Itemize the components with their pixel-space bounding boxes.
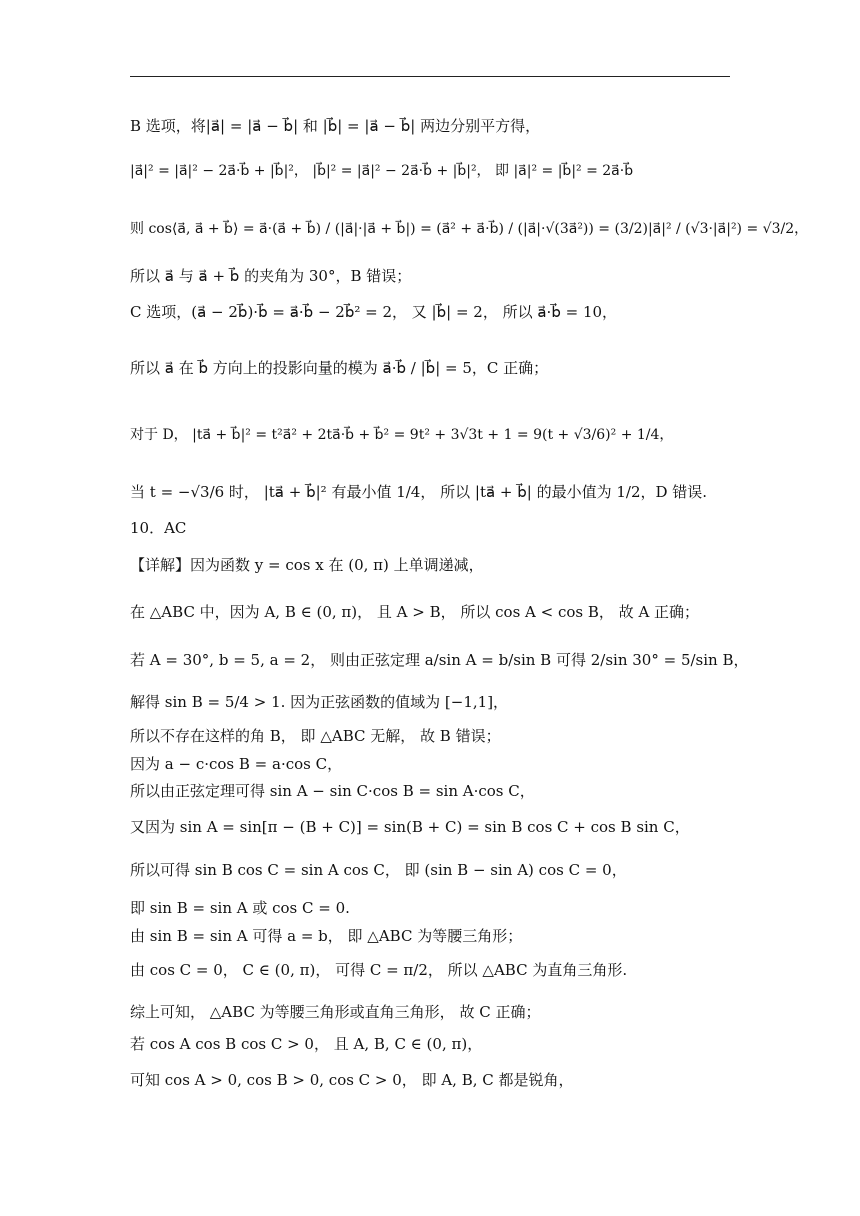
text-line-21: 由 cos C = 0， C ∈ (0, π)， 可得 C = π/2， 所以 △ABC 为直角三角形. — [130, 961, 628, 979]
text-line-8: 当 t = −√3/6 时， |ta⃗ + b⃗|² 有最小值 1/4， 所以 |ta⃗ + b⃗| 的最小值为 1/2，D 错误. — [130, 483, 708, 501]
text-line-3: 则 cos⟨a⃗, a⃗ + b⃗⟩ = a⃗·(a⃗ + b⃗) / (|a⃗|·|a⃗ + b⃗|) = (a⃗² + a⃗·b⃗) / (|a⃗|·√(3a⃗²)) = (3/2)|a⃗|² / (√3·|a⃗|²) = √3/2， — [130, 221, 809, 237]
text-line-16: 所以由正弦定理可得 sin A − sin C·cos B = sin A·cos C， — [130, 782, 535, 800]
text-line-19: 即 sin B = sin A 或 cos C = 0. — [130, 899, 350, 917]
text-line-11: 在 △ABC 中，因为 A, B ∈ (0, π)， 且 A > B， 所以 cos A < cos B， 故 A 正确； — [130, 603, 700, 621]
text-line-20: 由 sin B = sin A 可得 a = b， 即 △ABC 为等腰三角形； — [130, 927, 523, 945]
text-line-15: 因为 a − c·cos B = a·cos C， — [130, 755, 343, 773]
text-line-17: 又因为 sin A = sin[π − (B + C)] = sin(B + C) = sin B cos C + cos B sin C， — [130, 818, 690, 836]
text-line-1: B 选项，将|a⃗| = |a⃗ − b⃗| 和 |b⃗| = |a⃗ − b⃗| 两边分别平方得， — [130, 117, 541, 135]
text-line-4: 所以 a⃗ 与 a⃗ + b⃗ 的夹角为 30°，B 错误； — [130, 267, 412, 285]
text-line-7: 对于 D， |ta⃗ + b⃗|² = t²a⃗² + 2ta⃗·b⃗ + b⃗² = 9t² + 3√3t + 1 = 9(t + √3/6)² + 1/4， — [130, 427, 674, 443]
text-line-13: 解得 sin B = 5/4 > 1. 因为正弦函数的值域为 [−1,1]， — [130, 693, 509, 711]
text-line-12: 若 A = 30°, b = 5, a = 2， 则由正弦定理 a/sin A = b/sin B 可得 2/sin 30° = 5/sin B， — [130, 651, 749, 669]
text-line-6: 所以 a⃗ 在 b⃗ 方向上的投影向量的模为 a⃗·b⃗ / |b⃗| = 5，C 正确； — [130, 359, 549, 377]
text-line-2: |a⃗|² = |a⃗|² − 2a⃗·b⃗ + |b⃗|²， |b⃗|² = |a⃗|² − 2a⃗·b⃗ + |b⃗|²， 即 |a⃗|² = |b⃗|² = 2a⃗·b⃗ — [130, 163, 634, 179]
text-line-10: 【详解】因为函数 y = cos x 在 (0, π) 上单调递减， — [130, 556, 484, 574]
text-line-23: 若 cos A cos B cos C > 0， 且 A, B, C ∈ (0, π)， — [130, 1035, 483, 1053]
text-line-22: 综上可知， △ABC 为等腰三角形或直角三角形， 故 C 正确； — [130, 1003, 541, 1021]
text-line-18: 所以可得 sin B cos C = sin A cos C， 即 (sin B − sin A) cos C = 0， — [130, 861, 627, 879]
text-line-5: C 选项，(a⃗ − 2b⃗)·b⃗ = a⃗·b⃗ − 2b⃗² = 2， 又 |b⃗| = 2， 所以 a⃗·b⃗ = 10， — [130, 303, 618, 321]
header-rule — [130, 76, 730, 77]
text-line-14: 所以不存在这样的角 B， 即 △ABC 无解， 故 B 错误； — [130, 727, 501, 745]
text-line-24: 可知 cos A > 0, cos B > 0, cos C > 0， 即 A, B, C 都是锐角， — [130, 1071, 574, 1089]
text-line-9: 10．AC — [130, 519, 187, 537]
